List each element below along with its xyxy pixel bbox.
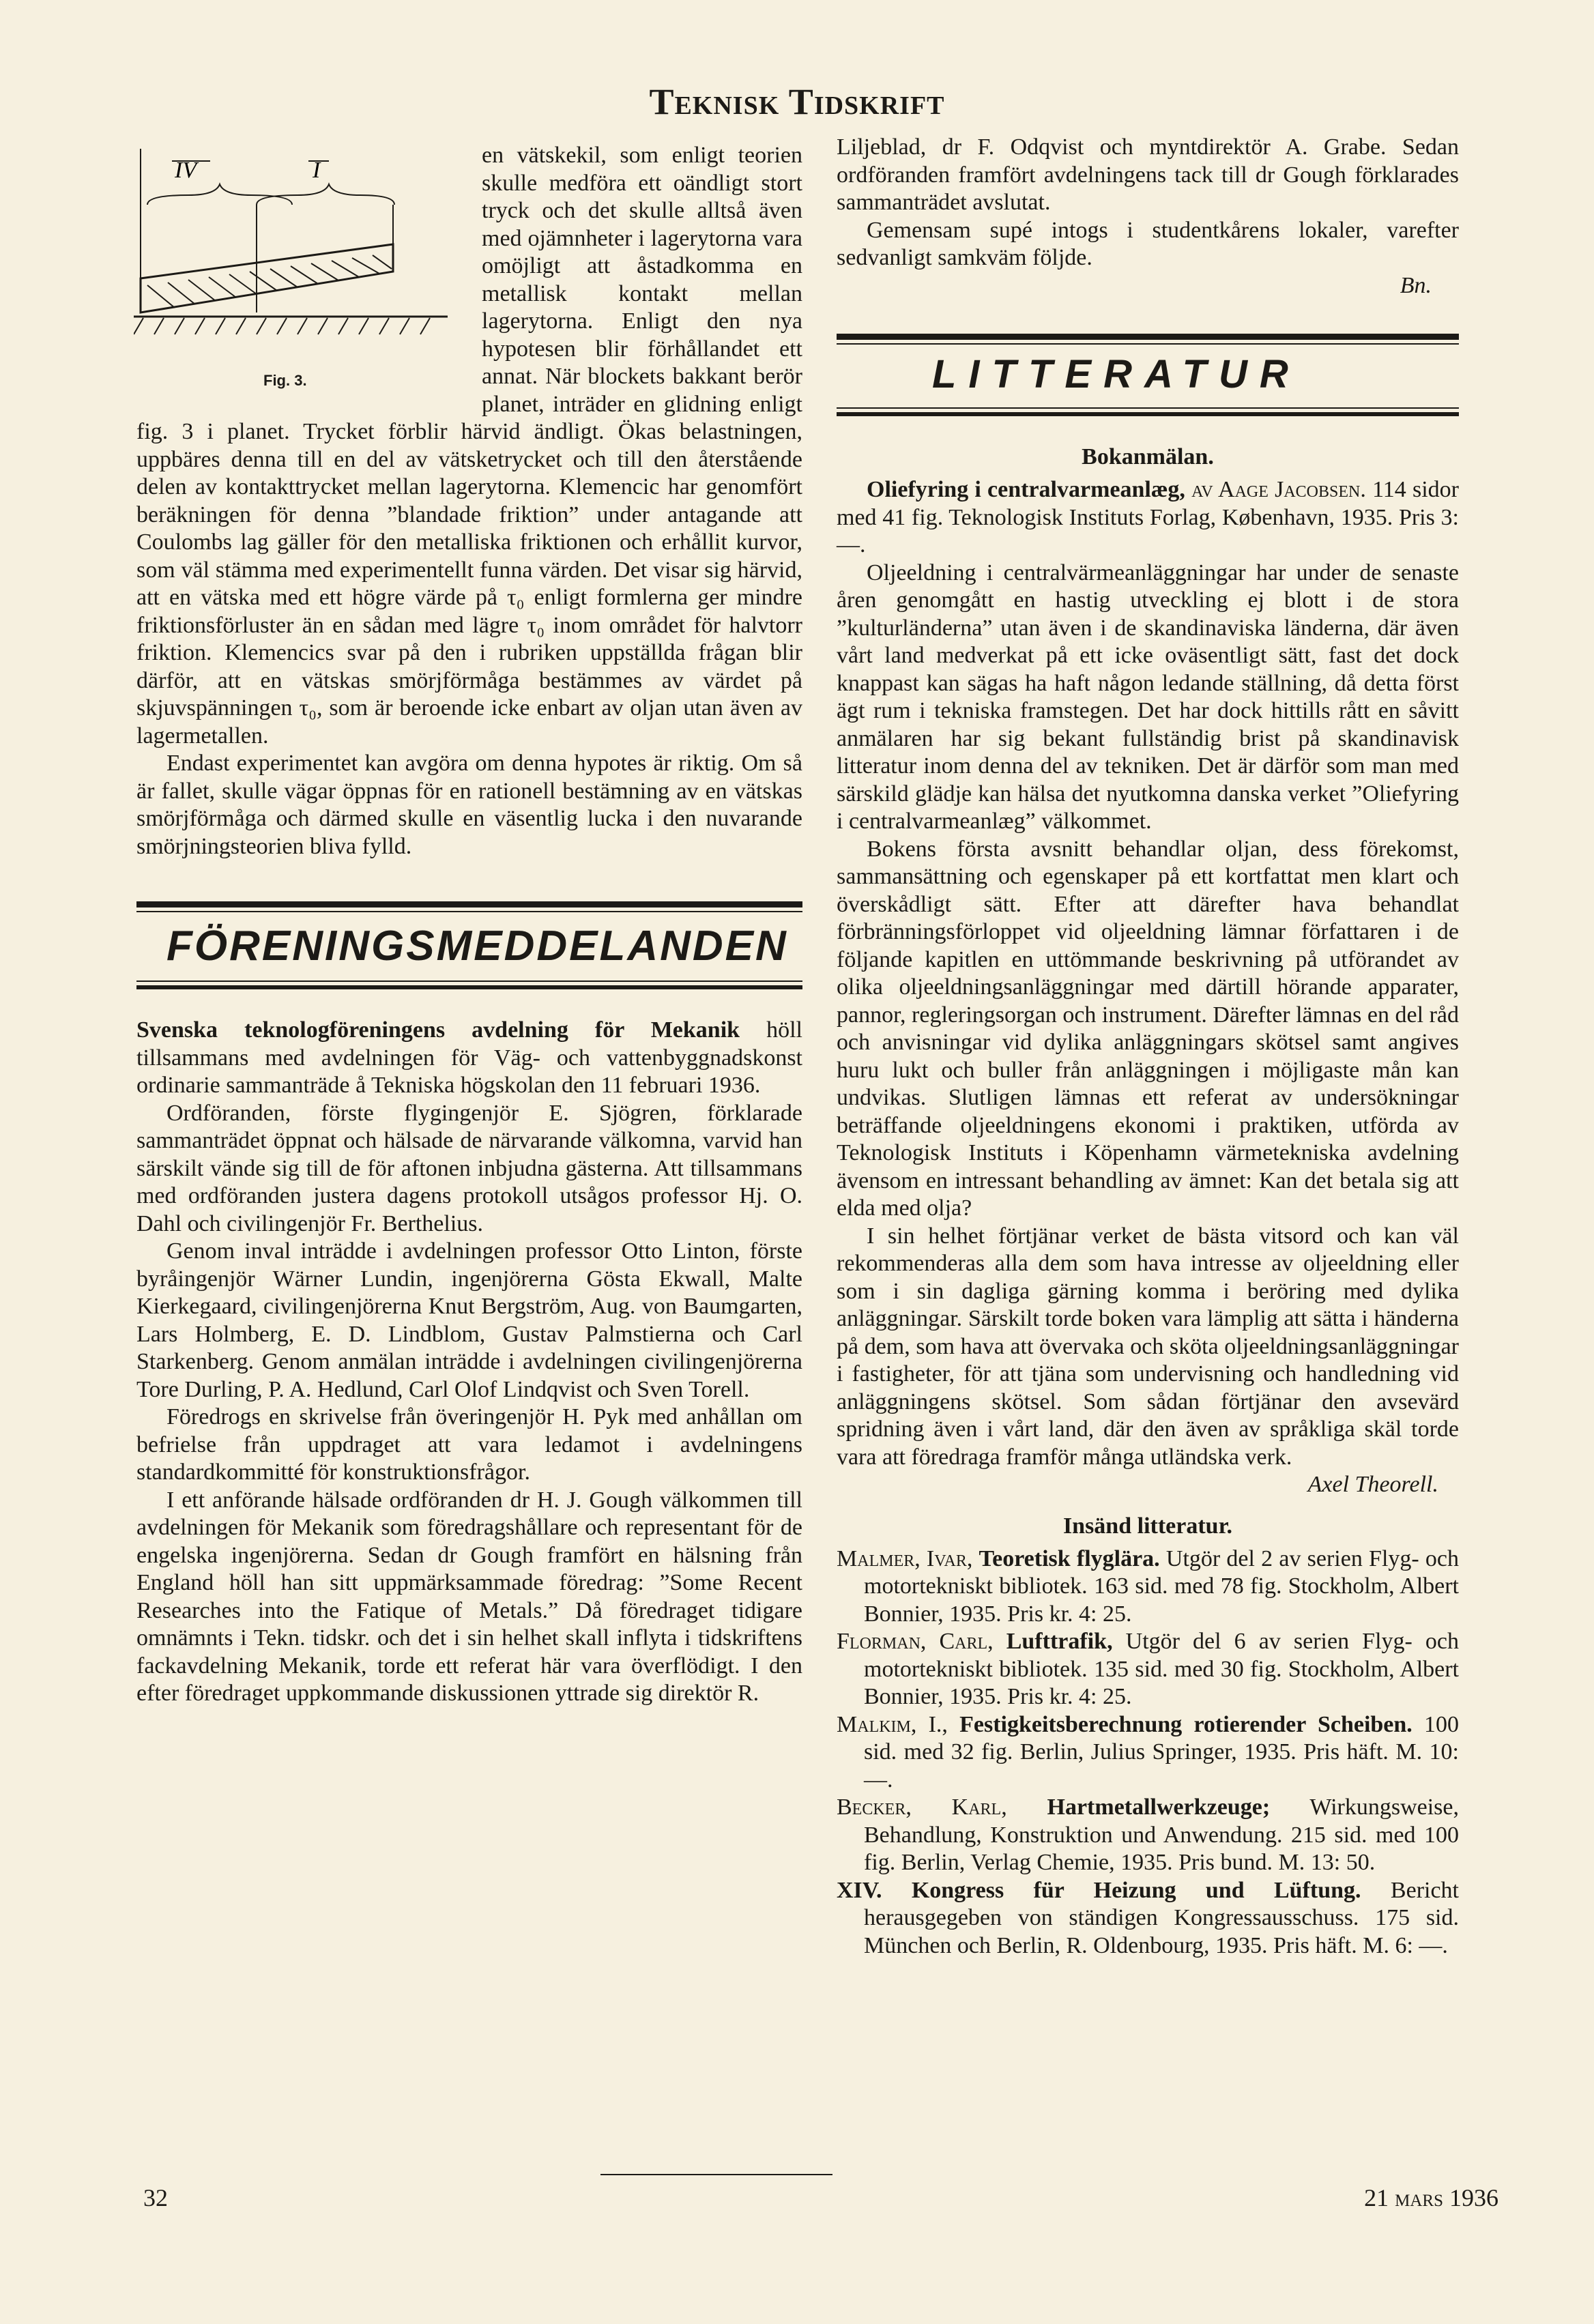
entry-title: Festigkeitsberechnung rotierender Scheiben. [959, 1711, 1412, 1737]
entry-details: Wirkungsweise, Behandlung, Konstruktion und Anwendung. 215 sid. med 100 fig. Berlin, Verlag Chemie, 1935. Pris bund. M. 13: 50. [864, 1795, 1460, 1875]
insand-heading: Insänd litteratur. [1062, 1513, 1233, 1539]
meeting-paragraph-4: I ett anförande hälsade ordföranden dr H. J. Gough välkommen till avdelningen för Mekanik som föredragshållare och representant för de engelska ingenjörerna. Sedan dr Gough framfört en hälsning från England höll han sitt uppmärksammade föredrag: ”Some Recent Researches into the Fatique of Metals.” Då föredraget tidigare omnämnts i Tekn. tidskr. och det i sin helhet skall inflyta i tidskriftens fackavdelning Mekanik, torde ett referat här vara överflödigt. I den efter föredraget uppkommande diskussionen yttrade sig direktör R. [136, 1487, 802, 1706]
right-column [837, 134, 1459, 1960]
section-header-foreningsmeddelanden [136, 901, 802, 989]
entry-details: Bericht herausgegeben von ständigen Kongressausschuss. 175 sid. München och Berlin, R. Oldenbourg, 1935. Pris häft. M. 6: —. [864, 1877, 1459, 1958]
entry-details: 100 sid. med 32 fig. Berlin, Julius Springer, 1935. Pris häft. M. 10: —. [864, 1711, 1459, 1792]
entry-details: Utgör del 6 av serien Flyg- och motortekniskt bibliotek. 135 sid. med 30 fig. Stockholm, Albert Bonnier, 1935. Pris kr. 4: 25. [864, 1629, 1460, 1709]
entry-title: Hartmetallwerkzeuge; [1047, 1795, 1271, 1820]
section-title-foreningsmeddelanden: FÖRENINGSMEDDELANDEN [166, 923, 788, 970]
review-signature: Axel Theorell. [1307, 1472, 1438, 1497]
meeting-paragraph-3: Föredrogs en skrivelse från överingenjör H. Pyk med anhållan om befrielse från uppdraget att vara ledamot i avdelningens standardkommitté för konstruktionsfrågor. [136, 1404, 802, 1485]
figure-label-iv: IV [175, 158, 197, 183]
continuation-paragraph-2: Gemensam supé intogs i studentkårens lokaler, varefter sedvanligt samkväm följde. [837, 217, 1459, 270]
review-paragraph-3: I sin helhet förtjänar verket de bästa vitsord och kan väl rekommenderas alla dem som hava intresse av oljeeldning eller som i sin dagliga gärning komma i beröring med dylika anläggningar. Särskilt torde boken vara lämplig att sätta i händerna på dem, som hava att övervaka och sköta oljeeldningsanläggningar i fastigheter, för att tjäna som undervisning och handledning vid anläggningens skötsel. Som sådan förtjänar den avsevärd spridning även i vårt land, där den även av språkliga skäl torde vara att föredraga framför många utländska verk. [837, 1223, 1459, 1470]
review-paragraph-2: Bokens första avsnitt behandlar oljan, dess förekomst, sammansättning och egenskaper på ett kortfattat men klart och överskådligt sätt. Efter att därefter hava behandlat förbränningsförloppet vid oljeeldning lämnar författaren i de följande kapitlen en uttömmande beskrivning på utförandet av olika oljeeldningsanläggningar med därtill hörande apparater, pannor, regleringsorgan och instrument. Därefter lämnas en del råd och anvisningar vid dylika anläggningars skötsel samt angives huru lukt och buller från anläggningen i möjligaste mån kan undvikas. Slutligen lämnas ett referat av undersökningar beträffande oljeeldningens ekonomi i praktiken, utförda av Teknologisk Instituts i Köpenhamn värmetekniska avdelning ävensom en intressant behandling av ämnet: Kan det betala sig att elda med olja? [837, 836, 1459, 1221]
review-author: av Aage Jacobsen. [1191, 477, 1366, 502]
entry-author: Becker, Karl, [837, 1795, 1007, 1820]
meeting-lead-rest: höll tillsammans med avdelningen för Väg- och vattenbyggnadskonst ordinarie sammanträde å Tekniska högskolan den 11 februari 1936. [136, 1017, 803, 1098]
meeting-paragraph-1: Ordföranden, förste flygingenjör E. Sjögren, förklarade sammanträdet öppnat och hälsade de närvarande välkomna, varvid han särskilt vände sig till de för aftonen inbjudna gästerna. Att tillsammans med ordföranden justera dagens protokoll utsågos professor Hj. O. Dahl och civilingenjör Fr. Berthelius. [136, 1100, 802, 1236]
footer-rule [600, 2174, 832, 2175]
left-column [136, 142, 802, 1708]
intro-paragraph-1 [136, 142, 802, 750]
continuation-signature: Bn. [1400, 272, 1432, 298]
intro-paragraph-2: Endast experimentet kan avgöra om denna hypotes är riktig. Om så är fallet, skulle vägar öppnas för en rationell bestämning av en vätskas smörjförmåga och därmed skulle en väsentlig lucka i den nuvarande smörjningsteorien bliva fylld. [136, 751, 802, 859]
continuation-paragraph-1: Liljeblad, dr F. Odqvist och myntdirektör A. Grabe. Sedan ordföranden framfört avdelningens tack till dr Gough förklarades sammanträdet avslutat. [837, 134, 1459, 215]
literature-entry [837, 1628, 1459, 1711]
entry-author: Florman, Carl, [837, 1629, 994, 1654]
review-header [837, 476, 1459, 560]
entry-author: Malkim, I., [837, 1711, 948, 1737]
entry-author: Malmer, Ivar, [837, 1545, 973, 1571]
entry-title: Lufttrafik, [1006, 1629, 1113, 1654]
figure-label-i: I [313, 158, 321, 183]
literature-entry [837, 1545, 1459, 1629]
review-title: Oliefyring i centralvarmeanlæg, [867, 477, 1185, 502]
literature-entry [837, 1877, 1459, 1960]
section-header-litteratur [837, 334, 1459, 416]
entry-title: Teoretisk flyglära. [979, 1545, 1160, 1571]
page-number: 32 [143, 2184, 168, 2211]
literature-entry [837, 1794, 1459, 1877]
masthead: Teknisk Tidskrift [649, 81, 945, 122]
section-title-litteratur: LITTERATUR [932, 352, 1301, 396]
intro-text-1: en vätskekil, som enligt teorien skulle medföra ett oändligt stort tryck och det skulle alltså även med ojämnheter i lagerytorna vara omöjligt att åstadkomma en metallisk kontakt mellan lagerytorna. Enligt den nya hypotesen blir förhållandet ett annat. När blockets bakkant berör planet, inträder en glidning enligt fig. 3 i planet. Trycket förblir härvid ändligt. Ökas belastningen, uppbäres denna till en del av vätsketrycket och till den återstående delen av kontakttrycket mellan lagerytorna. Klemencic har genomfört beräkningen för denna ”blandade friktion” under antagande att Coulombs lag gäller för den metalliska friktionen och erhållit kurvor, som väl stämma med experimentellt funna värden. Det visar sig härvid, att en vätska med ett högre värde på τ₀ enligt formlerna ger mindre friktionsförluster än en sådan med lägre τ₀ inom området för halvtorr friktion. Klemencics svar på den i rubriken uppställda frågan blir därför, att en vätskas smörjförmåga bestämmes av värdet på skjuvspänningen τ₀, som är beroende icke enbart av oljan utan även av lagermetallen. [136, 143, 802, 749]
entry-title: XIV. Kongress für Heizung und Lüftung. [837, 1877, 1361, 1903]
literature-entry [837, 1711, 1459, 1795]
review-paragraph-1: Oljeeldning i centralvärmeanläggningar har under de senaste åren genomgått en hastig utveckling ej blott i de stora ”kulturländerna” utan även i de skandinaviska länderna, där även vårt land medverkat på ett icke oväsentligt sätt, fast det dock knappast kan sägas ha haft någon ledande ställning, då detta först ägt rum i tekniska framstegen. Det har dock hittills rått en såvitt anmälaren har sig bekant fullständig brist på skandinavisk litteratur inom denna del av tekniken. Det är därför som man med särskild glädje kan hälsa det nyutkomna danska verket ”Oliefyring i centralvarmeanlæg” välkommet. [837, 560, 1459, 834]
entry-details: Utgör del 2 av serien Flyg- och motortekniskt bibliotek. 163 sid. med 78 fig. Stockholm, Albert Bonnier, 1935. Pris kr. 4: 25. [864, 1545, 1460, 1627]
figure-3 [134, 142, 468, 408]
meeting-lead [136, 1017, 802, 1100]
issue-date: 21 mars 1936 [1364, 2184, 1498, 2211]
meeting-lead-bold: Svenska teknologföreningens avdelning för Mekanik [136, 1017, 740, 1043]
meeting-paragraph-2: Genom inval inträdde i avdelningen professor Otto Linton, förste byråingenjör Wärner Lundin, ingenjörerna Gösta Ekwall, Malte Kierkegaard, civilingenjörerna Knut Bergström, Aug. von Baumgarten, Lars Holmberg, E. D. Lindblom, Gustav Palmstierna och Carl Starkenberg. Genom anmälan inträdde i avdelningen civilingenjörerna Tore Durling, P. A. Hedlund, Carl Olof Lindqvist och Sven Torell. [136, 1238, 802, 1402]
bokanmalan-heading: Bokanmälan. [1082, 444, 1214, 469]
review-meta: 114 sidor med 41 fig. Teknologisk Instituts Forlag, København, 1935. Pris 3: —. [837, 477, 1460, 557]
figure-caption: Fig. 3. [263, 372, 307, 389]
